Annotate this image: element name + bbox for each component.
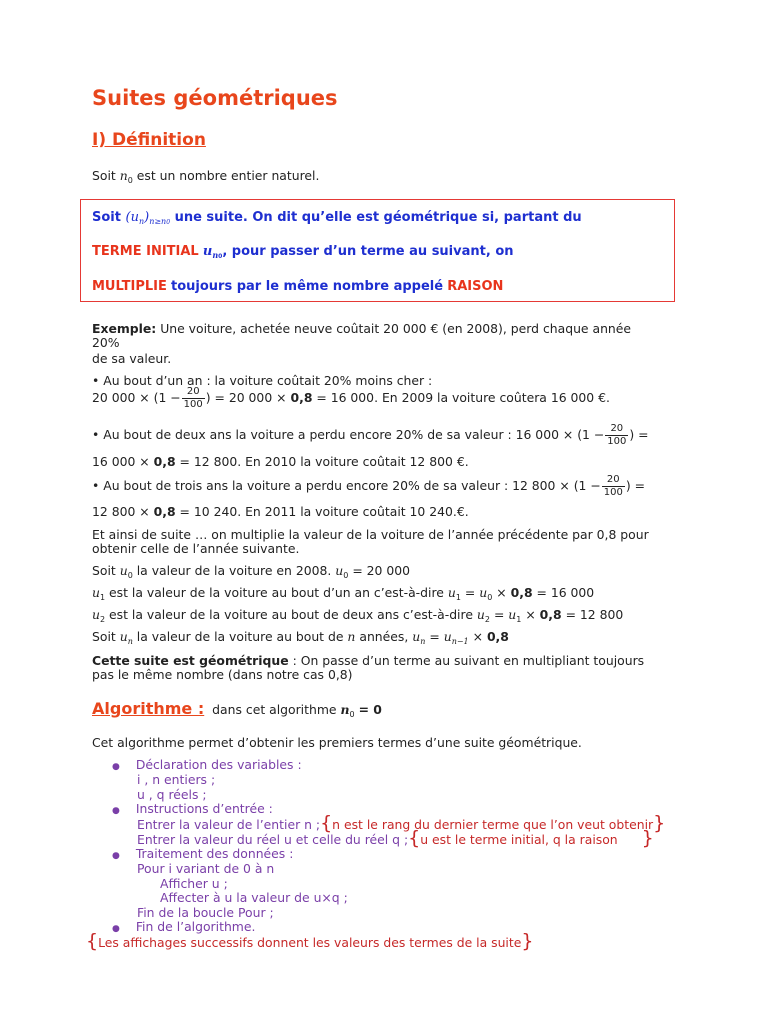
definition-line-1: Soit $(u_n)_{n\ge n0}$ une suite. On dit qu’elle est géométrique si, partant du — [92, 210, 582, 226]
algo-bullet-3: ● Traitement des données : — [112, 846, 294, 861]
algo-line: Entrer la valeur de l’entier n ;{n est le rang du dernier terme que l’on veut obtenir} — [137, 812, 666, 834]
u0-line: Soit $u_0$ la valeur de la voiture en 2008. $u_0 = 20$ 000 — [92, 563, 410, 580]
left-brace-icon: { — [320, 812, 333, 834]
u1-line: $u_1$ est la valeur de la voiture au bout d’un an c’est-à-dire $u_1 = u_0 \times 0,8 = 16$ 000 — [92, 585, 595, 602]
algo-bullet-1: ● Déclaration des variables : — [112, 757, 302, 772]
algo-line: Affecter à u la valeur de u×q ; — [160, 890, 348, 905]
example-line-3: de sa valeur. — [92, 351, 172, 366]
intro-line: Soit $n_0$ est un nombre entier naturel. — [92, 168, 320, 185]
bullet-dot-icon: ● — [112, 924, 120, 934]
un-line: Soit $u_n$ la valeur de la voiture au bout de n années, $u_n = u_{n-1} \times 0,8$ — [92, 629, 509, 646]
bullet-dot-icon: ● — [112, 762, 120, 772]
bullet-2-line-1: • Au bout de deux ans la voiture a perdu encore 20% de sa valeur : 16 000 × (1 − $\frac{20}{100}$ ) = — [92, 423, 649, 447]
fraction: $\frac{20}{100}$ — [603, 474, 623, 498]
algorithm-intro: Cet algorithme permet d’obtenir les premiers termes d’une suite géométrique. — [92, 735, 582, 750]
paragraph-line-2: obtenir celle de l’année suivante. — [92, 541, 300, 556]
conclusion-line-1: Cette suite est géométrique : On passe d’un terme au suivant en multipliant toujours — [92, 653, 645, 668]
example-line-1: Exemple: Une voiture, achetée neuve coûtait 20 000 € (en 2008), perd chaque année — [92, 321, 632, 336]
algo-line: Entrer la valeur du réel u et celle du réel q ;{u est le terme initial, q la raison } — [137, 827, 654, 849]
right-brace-icon: } — [653, 812, 666, 834]
algo-line: Pour i variant de 0 à n — [137, 861, 275, 876]
fraction: $\frac{20}{100}$ — [183, 386, 203, 410]
page-title: Suites géométriques — [92, 86, 338, 110]
conclusion-line-2: pas le même nombre (dans notre cas 0,8) — [92, 667, 353, 682]
left-brace-icon: { — [86, 930, 99, 952]
algo-bullet-4: ● Fin de l’algorithme. — [112, 919, 256, 934]
bullet-3-line-2: 12 800 × 0,8 = 10 240. En 2011 la voiture coûtait 10 240.€. — [92, 504, 469, 519]
algorithm-heading-line: Algorithme : dans cet algorithme $n_0 = 0$ — [92, 699, 382, 719]
right-brace-icon: } — [521, 930, 534, 952]
right-brace-icon: } — [641, 827, 654, 849]
left-brace-icon: { — [408, 827, 421, 849]
algo-line: u , q réels ; — [137, 787, 207, 802]
final-note: {Les affichages successifs donnent les valeurs des termes de la suite} — [86, 930, 534, 952]
paragraph-line-1: Et ainsi de suite … on multiplie la valeur de la voiture de l’année précédente par 0,8 pour — [92, 527, 649, 542]
definition-line-3: MULTIPLIE toujours par le même nombre appelé RAISON — [92, 279, 504, 294]
bullet-1-line-1: • Au bout d’un an : la voiture coûtait 20% moins cher : — [92, 373, 433, 388]
bullet-1-line-2: 20 000 × (1 − $\frac{20}{100}$ ) = 20 000 × 0,8 = 16 000. En 2009 la voiture coûtera 16 000 €. — [92, 386, 610, 410]
algo-line: Afficher u ; — [160, 876, 228, 891]
bullet-dot-icon: ● — [112, 851, 120, 861]
algo-bullet-2: ● Instructions d’entrée : — [112, 801, 273, 816]
algo-line: Fin de la boucle Pour ; — [137, 905, 274, 920]
definition-line-2: TERME INITIAL $u_{n0}$, pour passer d’un terme au suivant, on — [92, 244, 514, 260]
fraction: $\frac{20}{100}$ — [607, 423, 627, 447]
bullet-dot-icon: ● — [112, 806, 120, 816]
u2-line: $u_2$ est la valeur de la voiture au bout de deux ans c’est-à-dire $u_2 = u_1 \times 0,8 = 12$ 800 — [92, 607, 624, 624]
bullet-3-line-1: • Au bout de trois ans la voiture a perdu encore 20% de sa valeur : 12 800 × (1 − $\frac{20}{100}$ ) = — [92, 474, 645, 498]
bullet-2-line-2: 16 000 × 0,8 = 12 800. En 2010 la voiture coûtait 12 800 €. — [92, 454, 469, 469]
algo-line: i , n entiers ; — [137, 772, 216, 787]
section-heading-definition: I) Définition — [92, 130, 206, 150]
example-line-2: 20% — [92, 335, 120, 350]
